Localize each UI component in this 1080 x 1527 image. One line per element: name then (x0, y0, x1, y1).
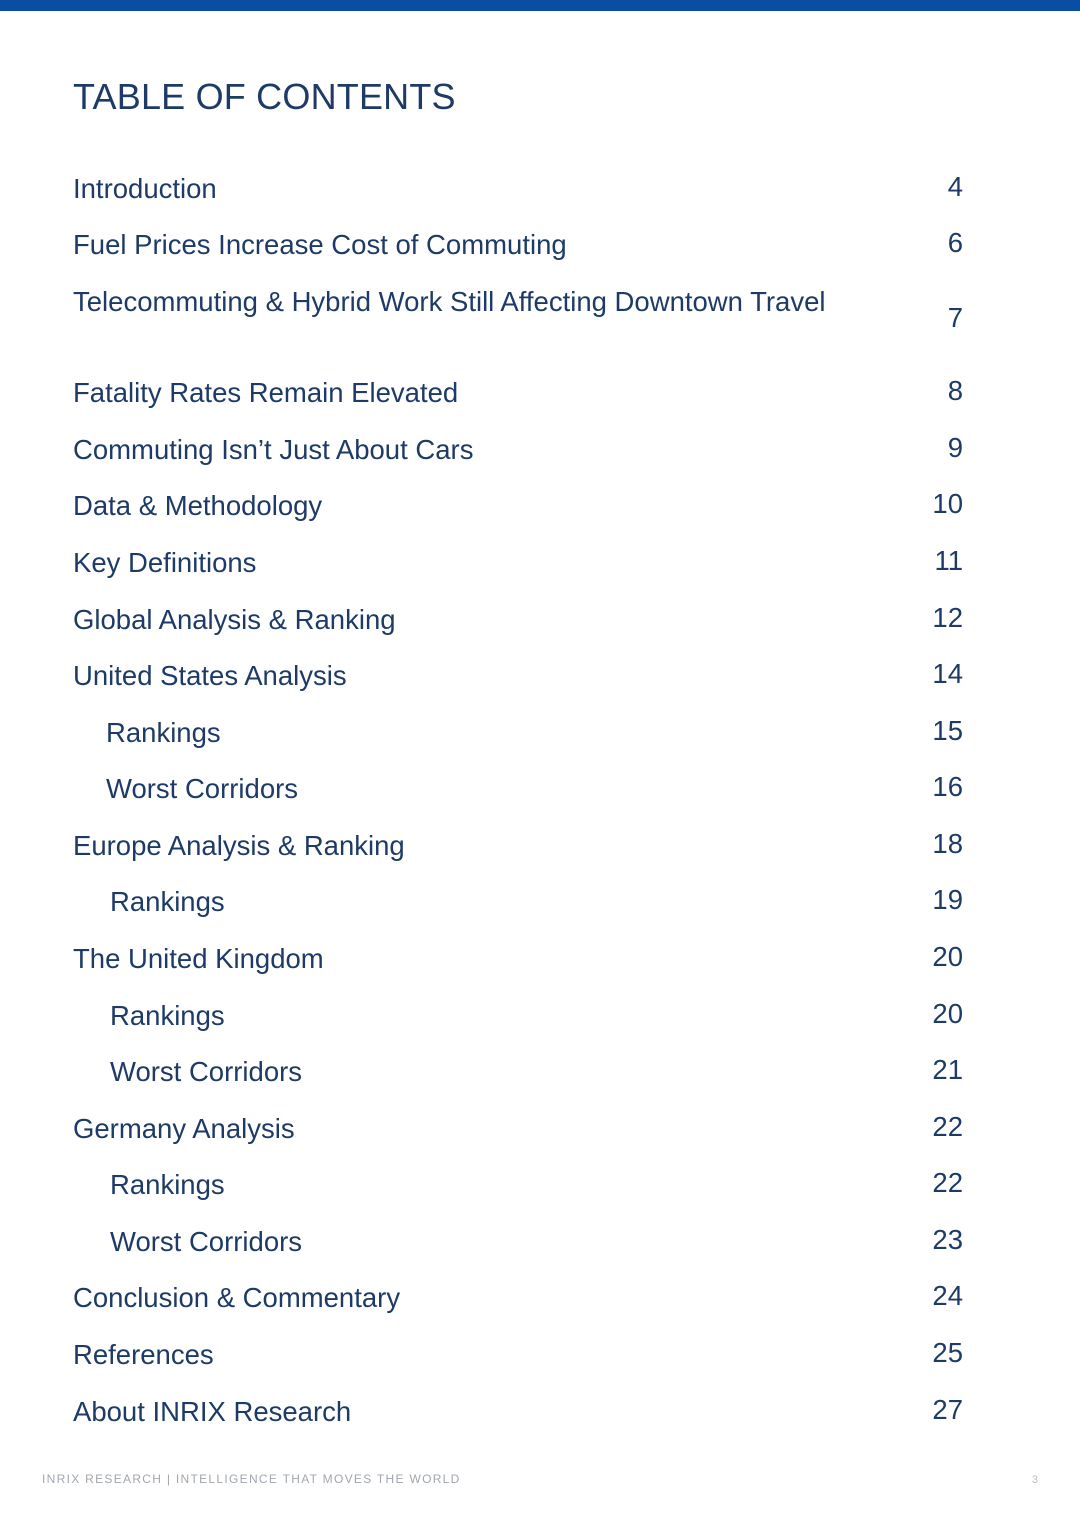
toc-entry-label: Conclusion & Commentary (73, 1282, 401, 1313)
toc-entry-label: Europe Analysis & Ranking (73, 830, 405, 861)
toc-entry-commuting-cars[interactable] (73, 433, 963, 467)
toc-entry-about-inrix[interactable] (73, 1395, 963, 1429)
footer-tagline: INRIX RESEARCH | INTELLIGENCE THAT MOVES THE WORLD (42, 1472, 461, 1486)
toc-entry-page: 20 (932, 998, 963, 1029)
toc-entry-label: Telecommuting & Hybrid Work Still Affecting Downtown Travel (73, 286, 826, 317)
toc-entry-label: Fatality Rates Remain Elevated (73, 377, 459, 408)
toc-entry-introduction[interactable] (73, 172, 963, 206)
page-title: TABLE OF CONTENTS (73, 76, 456, 117)
toc-entry-global-analysis[interactable] (73, 603, 963, 637)
toc-entry-page: 19 (932, 884, 963, 915)
toc-entry-label: United States Analysis (73, 660, 347, 691)
toc-entry-telecommuting[interactable] (73, 285, 963, 333)
toc-entry-label: Fuel Prices Increase Cost of Commuting (73, 229, 567, 260)
toc-entry-data-methodology[interactable] (73, 489, 963, 523)
toc-entry-page: 4 (947, 171, 963, 202)
toc-entry-label: About INRIX Research (73, 1396, 352, 1427)
toc-entry-page: 20 (932, 941, 963, 972)
toc-entry-page: 21 (932, 1054, 963, 1085)
toc-entry-page: 7 (947, 302, 963, 333)
toc-entry-label: Rankings (110, 1000, 225, 1031)
toc-entry-page: 22 (932, 1111, 963, 1142)
toc-entry-united-kingdom[interactable] (73, 942, 963, 976)
toc-entry-germany-worst-corridors[interactable] (110, 1225, 963, 1259)
toc-entry-us-analysis[interactable] (73, 659, 963, 693)
toc-entry-uk-worst-corridors[interactable] (110, 1055, 963, 1089)
toc-entry-label: Global Analysis & Ranking (73, 604, 396, 635)
toc-entry-label: Worst Corridors (110, 1226, 303, 1257)
toc-entry-europe-analysis[interactable] (73, 829, 963, 863)
toc-entry-page: 27 (932, 1394, 963, 1425)
toc-entry-label: Data & Methodology (73, 490, 323, 521)
toc-entry-page: 11 (934, 545, 963, 576)
toc-entry-label: Introduction (73, 173, 217, 204)
toc-entry-key-definitions[interactable] (73, 546, 963, 580)
toc-entry-references[interactable] (73, 1338, 963, 1372)
toc-entry-label: Germany Analysis (73, 1113, 295, 1144)
toc-entry-label: Worst Corridors (110, 1056, 303, 1087)
toc-entry-page: 18 (932, 828, 963, 859)
toc-entry-label: Rankings (110, 886, 225, 917)
toc-entry-page: 14 (932, 658, 963, 689)
toc-entry-germany-rankings[interactable] (110, 1168, 963, 1202)
toc-entry-uk-rankings[interactable] (110, 999, 963, 1033)
toc-entry-label: Rankings (110, 1169, 225, 1200)
toc-entry-us-worst-corridors[interactable] (106, 772, 963, 806)
toc-entry-page: 6 (947, 227, 963, 258)
toc-entry-page: 9 (947, 432, 963, 463)
toc-entry-label: References (73, 1339, 214, 1370)
toc-entry-label: Rankings (106, 717, 221, 748)
toc-entry-germany-analysis[interactable] (73, 1112, 963, 1146)
toc-entry-page: 8 (947, 375, 963, 406)
toc-entry-page: 16 (932, 771, 963, 802)
toc-entry-label: The United Kingdom (73, 943, 324, 974)
toc-entry-us-rankings[interactable] (106, 716, 963, 750)
toc-entry-label: Commuting Isn’t Just About Cars (73, 434, 474, 465)
toc-entry-page: 12 (932, 602, 963, 633)
toc-entry-page: 15 (932, 715, 963, 746)
toc-entry-page: 23 (932, 1224, 963, 1255)
page-number: 3 (1031, 1474, 1038, 1486)
toc-entry-page: 10 (932, 488, 963, 519)
toc-entry-page: 22 (932, 1167, 963, 1198)
toc-entry-fuel-prices[interactable] (73, 228, 963, 262)
toc-entry-label: Key Definitions (73, 547, 257, 578)
toc-entry-page: 25 (932, 1337, 963, 1368)
toc-entry-conclusion[interactable] (73, 1281, 963, 1315)
toc-entry-europe-rankings[interactable] (110, 885, 963, 919)
toc-entry-page: 24 (932, 1280, 963, 1311)
toc-entry-label: Worst Corridors (106, 773, 299, 804)
toc-entry-fatality-rates[interactable] (73, 376, 963, 410)
